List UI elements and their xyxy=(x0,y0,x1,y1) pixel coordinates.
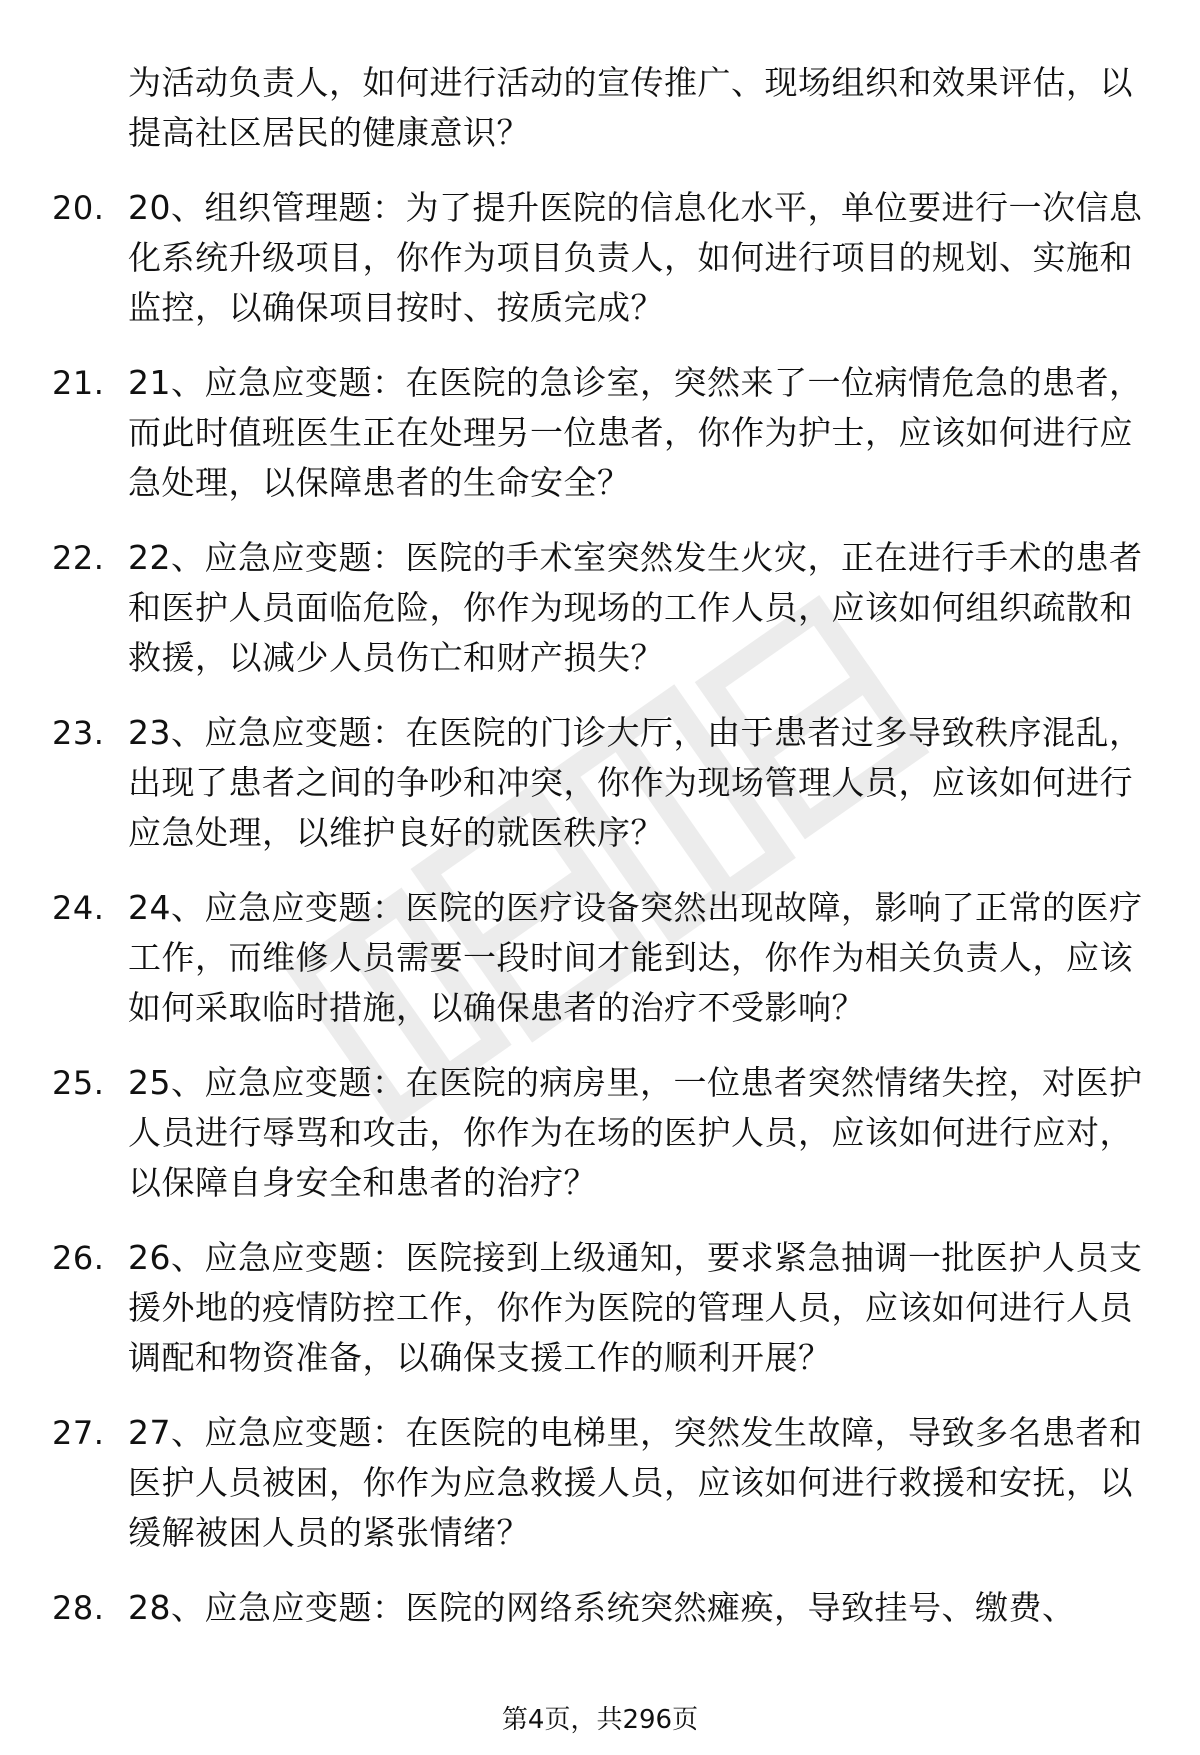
list-item xyxy=(0,358,1200,508)
list-item xyxy=(0,1058,1200,1208)
item-number: 24. xyxy=(52,889,105,927)
list-item-continuation xyxy=(0,58,1200,158)
item-text: 20、组织管理题：为了提升医院的信息化水平，单位要进行一次信息化系统升级项目，你作为项目负责人，如何进行项目的规划、实施和监控，以确保项目按时、按质完成？ xyxy=(128,188,1143,327)
list-item xyxy=(0,883,1200,1033)
item-number: 28. xyxy=(52,1589,105,1627)
list-item xyxy=(0,183,1200,333)
item-text: 21、应急应变题：在医院的急诊室，突然来了一位病情危急的患者，而此时值班医生正在处理另一位患者，你作为护士，应该如何进行应急处理，以保障患者的生命安全？ xyxy=(128,363,1143,502)
item-number: 23. xyxy=(52,714,105,752)
question-list xyxy=(0,58,1200,1658)
item-number: 21. xyxy=(52,364,105,402)
item-text: 26、应急应变题：医院接到上级通知，要求紧急抽调一批医护人员支援外地的疫情防控工作，你作为医院的管理人员，应该如何进行人员调配和物资准备，以确保支援工作的顺利开展？ xyxy=(128,1238,1143,1377)
item-number: 26. xyxy=(52,1239,105,1277)
list-item xyxy=(0,1583,1200,1633)
item-text: 25、应急应变题：在医院的病房里，一位患者突然情绪失控，对医护人员进行辱骂和攻击，你作为在场的医护人员，应该如何进行应对，以保障自身安全和患者的治疗？ xyxy=(128,1063,1143,1202)
list-item xyxy=(0,1408,1200,1558)
list-item xyxy=(0,1233,1200,1383)
list-item xyxy=(0,708,1200,858)
page-footer: 第4页，共296页 xyxy=(501,1705,699,1735)
item-text: 22、应急应变题：医院的手术室突然发生火灾，正在进行手术的患者和医护人员面临危险，你作为现场的工作人员，应该如何组织疏散和救援，以减少人员伤亡和财产损失？ xyxy=(128,538,1143,677)
item-number: 25. xyxy=(52,1064,105,1102)
item-text: 为活动负责人，如何进行活动的宣传推广、现场组织和效果评估，以提高社区居民的健康意识？ xyxy=(128,63,1133,152)
item-number: 20. xyxy=(52,189,105,227)
list-item xyxy=(0,533,1200,683)
item-number: 27. xyxy=(52,1414,105,1452)
item-text: 27、应急应变题：在医院的电梯里，突然发生故障，导致多名患者和医护人员被困，你作为应急救援人员，应该如何进行救援和安抚，以缓解被困人员的紧张情绪？ xyxy=(128,1413,1143,1552)
item-number: 22. xyxy=(52,539,105,577)
item-text: 28、应急应变题：医院的网络系统突然瘫痪，导致挂号、缴费、 xyxy=(128,1588,1076,1627)
item-text: 23、应急应变题：在医院的门诊大厅，由于患者过多导致秩序混乱，出现了患者之间的争吵和冲突，你作为现场管理人员，应该如何进行应急处理，以维护良好的就医秩序？ xyxy=(128,713,1143,852)
item-text: 24、应急应变题：医院的医疗设备突然出现故障，影响了正常的医疗工作，而维修人员需要一段时间才能到达，你作为相关负责人，应该如何采取临时措施，以确保患者的治疗不受影响？ xyxy=(128,888,1143,1027)
